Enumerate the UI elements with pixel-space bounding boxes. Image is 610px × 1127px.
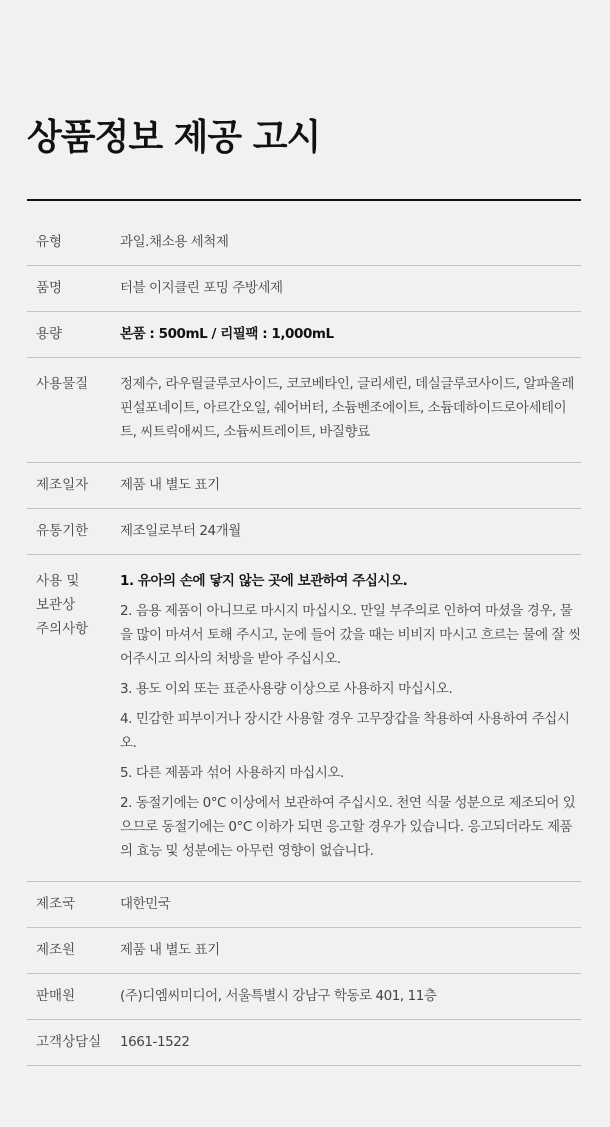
- row-seller: [27, 974, 581, 1020]
- row-product-name: [27, 266, 581, 312]
- row-manufacturer: [27, 928, 581, 974]
- precaution-item: 5. 다른 제품과 섞어 사용하지 마십시오.: [120, 765, 344, 781]
- precaution-item: 4. 민감한 피부이거나 장시간 사용할 경우 고무장갑을 착용하여 사용하여 주십시오.: [120, 711, 570, 751]
- precaution-item: 3. 용도 이외 또는 표준사용량 이상으로 사용하지 마십시오.: [120, 681, 453, 697]
- row-value: 제품 내 별도 표기: [120, 477, 220, 493]
- row-value: 본품 : 500mL / 리필팩 : 1,000mL: [120, 326, 334, 342]
- row-label: 품명: [36, 280, 63, 296]
- row-label: 유형: [36, 234, 63, 250]
- row-value: 과일.채소용 세척제: [120, 234, 229, 250]
- row-value: 대한민국: [120, 896, 171, 912]
- row-precautions: [27, 555, 581, 882]
- row-country: [27, 882, 581, 928]
- precaution-item: 1. 유아의 손에 닿지 않는 곳에 보관하여 주십시오.: [120, 573, 408, 589]
- precaution-item: 2. 음용 제품이 아니므로 마시지 마십시오. 만일 부주의로 인하여 마셨을 경우, 물을 많이 마셔서 토해 주시고, 눈에 들어 갔을 때는 비비지 마시고 흐르는 물에 잘 씻어주시고 의사의 처방을 받아 주십시오.: [120, 603, 581, 667]
- row-label-line: 보관상: [36, 597, 76, 613]
- row-label-line: 주의사항: [36, 621, 89, 637]
- row-capacity: [27, 312, 581, 358]
- page-title: 상품정보 제공 고시: [27, 117, 321, 158]
- row-label: 제조일자: [36, 477, 89, 493]
- row-label: 고객상담실: [36, 1034, 102, 1050]
- row-value: 터블 이지클린 포밍 주방세제: [120, 280, 283, 296]
- row-value: [120, 569, 581, 863]
- row-type: [27, 220, 581, 266]
- row-expiration: [27, 509, 581, 555]
- row-manufacture-date: [27, 463, 581, 509]
- precaution-item: 2. 동절기에는 0°C 이상에서 보관하여 주십시오. 천연 식물 성분으로 제조되어 있으므로 동절기에는 0°C 이하가 되면 응고할 경우가 있습니다. 응고되더라도 제품의 효능 및 성분에는 아무런 영향이 없습니다.: [120, 795, 576, 859]
- row-label: 사용물질: [36, 376, 89, 392]
- row-label: [27, 569, 120, 863]
- row-value: 제품 내 별도 표기: [120, 942, 220, 958]
- row-label: 유통기한: [36, 523, 89, 539]
- row-label: 제조국: [36, 896, 76, 912]
- row-label: 제조원: [36, 942, 76, 958]
- row-value: 정제수, 라우릴글루코사이드, 코코베타인, 글리세린, 데실글루코사이드, 알파올레핀설포네이트, 아르간오일, 쉐어버터, 소듐벤조에이트, 소듐데하이드로아세테이트, 씨트릭애씨드, 소듐씨트레이트, 바질향료: [120, 376, 574, 440]
- title-divider: [27, 199, 581, 201]
- row-value: 제조일로부터 24개월: [120, 523, 241, 539]
- row-label: 용량: [36, 326, 63, 342]
- row-label: 판매원: [36, 988, 76, 1004]
- row-value: 1661-1522: [120, 1034, 190, 1050]
- row-value: (주)디엠씨미디어, 서울특별시 강남구 학동로 401, 11층: [120, 988, 437, 1004]
- product-info-table: [27, 220, 581, 1066]
- row-label-line: 사용 및: [36, 573, 80, 589]
- row-ingredients: [27, 358, 581, 463]
- row-customer-service: [27, 1020, 581, 1066]
